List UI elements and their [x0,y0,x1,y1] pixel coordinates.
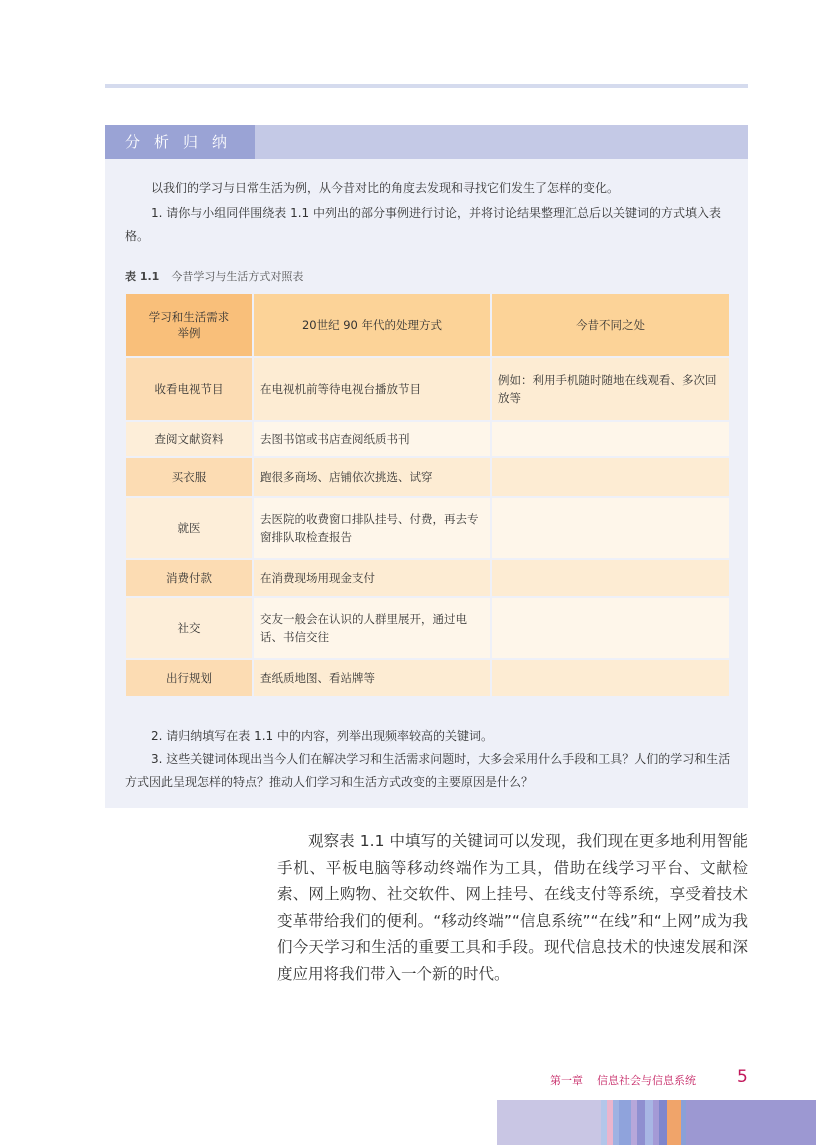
table-title: 今昔学习与生活方式对照表 [171,270,304,283]
cell-past: 在电视机前等待电视台播放节目 [253,357,491,421]
intro-text: 以我们的学习与日常生活为例，从今昔对比的角度去发现和寻找它们发生了怎样的变化。 [151,181,620,195]
cell-need: 查阅文献资料 [125,421,253,457]
task-3-text: 3. 这些关键词体现出当今人们在解决学习和生活需求问题时，大多会采用什么手段和工具？人们的学习和生活方式因此呈现怎样的特点？推动人们学习和生活方式改变的主要原因是什么？ [125,752,731,789]
header-past: 20世纪 90 年代的处理方式 [253,293,491,357]
comparison-table [124,292,731,698]
task-2-text: 2. 请归纳填写在表 1.1 中的内容，列举出现频率较高的关键词。 [151,729,493,743]
cell-diff [491,659,730,697]
table-row [125,597,730,659]
cell-diff [491,559,730,597]
cell-past: 跑很多商场、店铺依次挑选、试穿 [253,457,491,497]
cell-need: 买衣服 [125,457,253,497]
table-caption [125,268,303,284]
cell-diff [491,497,730,559]
table-row [125,659,730,697]
footer-chapter-title: 信息社会与信息系统 [597,1074,696,1087]
header-diff: 今昔不同之处 [491,293,730,357]
band-segment [637,1100,645,1145]
analysis-header-bar [105,125,748,159]
cell-past: 去图书馆或书店查阅纸质书刊 [253,421,491,457]
table-row [125,497,730,559]
cell-diff [491,597,730,659]
band-segment [659,1100,667,1145]
cell-need: 出行规划 [125,659,253,697]
cell-past: 查纸质地图、看站牌等 [253,659,491,697]
header-need: 学习和生活需求举例 [125,293,253,357]
task-1-text: 1. 请你与小组同伴围绕表 1.1 中列出的部分事例进行讨论，并将讨论结果整理汇总后以关键词的方式填入表格。 [125,206,721,243]
cell-diff [491,457,730,497]
footer-chapter [550,1072,696,1088]
top-rule [105,84,748,88]
body-paragraph: 观察表 1.1 中填写的关键词可以发现，我们现在更多地利用智能手机、平板电脑等移动终端作为工具，借助在线学习平台、文献检索、网上购物、社交软件、网上挂号、在线支付等系统，享受着技术变革带给我们的便利。“移动终端”“信息系统”“在线”和“上网”成为我们今天学习和生活的重要工具和手段。现代信息技术的快速发展和深度应用将我们带入一个新的时代。 [277,832,748,983]
table-row [125,559,730,597]
table-row [125,357,730,421]
cell-need: 社交 [125,597,253,659]
cell-need: 收看电视节目 [125,357,253,421]
cell-past: 交友一般会在认识的人群里展开，通过电话、书信交往 [253,597,491,659]
cell-diff: 例如：利用手机随时随地在线观看、多次回放等 [491,357,730,421]
cell-past: 去医院的收费窗口排队挂号、付费，再去专窗排队取检查报告 [253,497,491,559]
footer-chapter-number: 第一章 [550,1074,583,1087]
band-segment [645,1100,653,1145]
cell-past: 在消费现场用现金支付 [253,559,491,597]
cell-diff [491,421,730,457]
analysis-box [105,125,748,808]
band-segment [619,1100,631,1145]
band-segment [497,1100,601,1145]
table-row [125,421,730,457]
cell-need: 消费付款 [125,559,253,597]
section-heading: 分析归纳 [105,125,255,159]
table-row [125,457,730,497]
table-number: 表 1.1 [125,270,160,283]
page-number: 5 [737,1067,748,1087]
band-segment [667,1100,681,1145]
band-segment [686,1100,816,1145]
cell-need: 就医 [125,497,253,559]
